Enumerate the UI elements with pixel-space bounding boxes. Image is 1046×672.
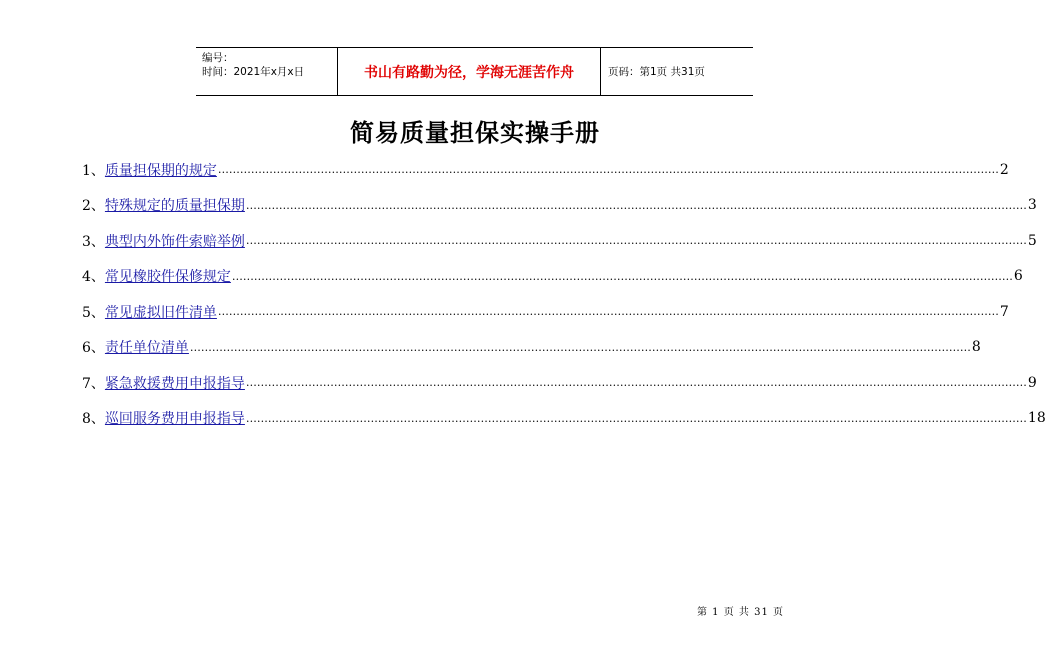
toc-item-link[interactable]: 质量担保期的规定 <box>104 162 217 179</box>
toc-leader-dots: …………………………………………………………………………………………………………………………………………………………………………………………… <box>189 340 971 354</box>
toc-item <box>82 152 1009 188</box>
toc-item <box>82 401 1046 437</box>
toc-item-page: 5 <box>1027 232 1037 249</box>
table-of-contents <box>82 152 1046 436</box>
toc-item-link[interactable]: 巡回服务费用申报指导 <box>104 411 245 428</box>
header-meta-cell <box>196 48 337 95</box>
toc-item <box>82 294 1009 330</box>
toc-item <box>82 223 1037 259</box>
toc-item <box>82 188 1037 224</box>
toc-item-number: 3、 <box>82 233 105 250</box>
toc-leader-dots: …………………………………………………………………………………………………………………………………………………………………………………………… <box>217 305 999 319</box>
document-date: 时间：2021年x月x日 <box>202 66 305 78</box>
toc-item-number: 8、 <box>82 411 105 428</box>
motto-text: 书山有路勤为径，学海无涯苦作舟 <box>364 64 574 81</box>
toc-item-link[interactable]: 常见虚拟旧件清单 <box>104 304 217 321</box>
document-title: 简易质量担保实操手册 <box>350 119 600 147</box>
page-header <box>196 47 753 96</box>
header-motto-cell <box>337 48 601 95</box>
toc-item-link[interactable]: 特殊规定的质量担保期 <box>104 198 245 215</box>
toc-leader-dots: …………………………………………………………………………………………………………………………………………………………………………………………… <box>245 411 1027 425</box>
toc-item <box>82 330 981 366</box>
toc-item-number: 1、 <box>82 162 105 179</box>
toc-leader-dots: …………………………………………………………………………………………………………………………………………………………………………………………… <box>245 376 1027 390</box>
toc-item-number: 4、 <box>82 269 105 286</box>
toc-leader-dots: …………………………………………………………………………………………………………………………………………………………………………………………… <box>245 234 1027 248</box>
toc-item-page: 6 <box>1013 268 1023 285</box>
toc-item-page: 18 <box>1027 410 1046 427</box>
toc-leader-dots: …………………………………………………………………………………………………………………………………………………………………………………………… <box>245 198 1027 212</box>
toc-item-page: 2 <box>999 161 1009 178</box>
toc-item <box>82 259 1023 295</box>
toc-item-number: 2、 <box>82 198 105 215</box>
toc-item-link[interactable]: 典型内外饰件索赔举例 <box>104 233 245 250</box>
page-footer: 第 1 页 共 31 页 <box>697 607 784 618</box>
toc-leader-dots: …………………………………………………………………………………………………………………………………………………………………………………………… <box>217 163 999 177</box>
toc-item <box>82 365 1037 401</box>
toc-leader-dots: …………………………………………………………………………………………………………………………………………………………………………………………… <box>231 269 1013 283</box>
toc-item-number: 7、 <box>82 375 105 392</box>
toc-item-page: 8 <box>971 339 981 356</box>
toc-item-page: 7 <box>999 303 1009 320</box>
header-page-cell <box>601 48 753 95</box>
toc-item-page: 3 <box>1027 197 1037 214</box>
toc-item-link[interactable]: 责任单位清单 <box>104 340 189 357</box>
toc-item-link[interactable]: 紧急救援费用申报指导 <box>104 375 245 392</box>
toc-item-page: 9 <box>1027 374 1037 391</box>
toc-item-number: 6、 <box>82 340 105 357</box>
document-number-label: 编号： <box>202 52 234 64</box>
toc-item-link[interactable]: 常见橡胶件保修规定 <box>104 269 231 286</box>
header-page-info: 页码：第1页 共31页 <box>608 66 705 78</box>
toc-item-number: 5、 <box>82 304 105 321</box>
